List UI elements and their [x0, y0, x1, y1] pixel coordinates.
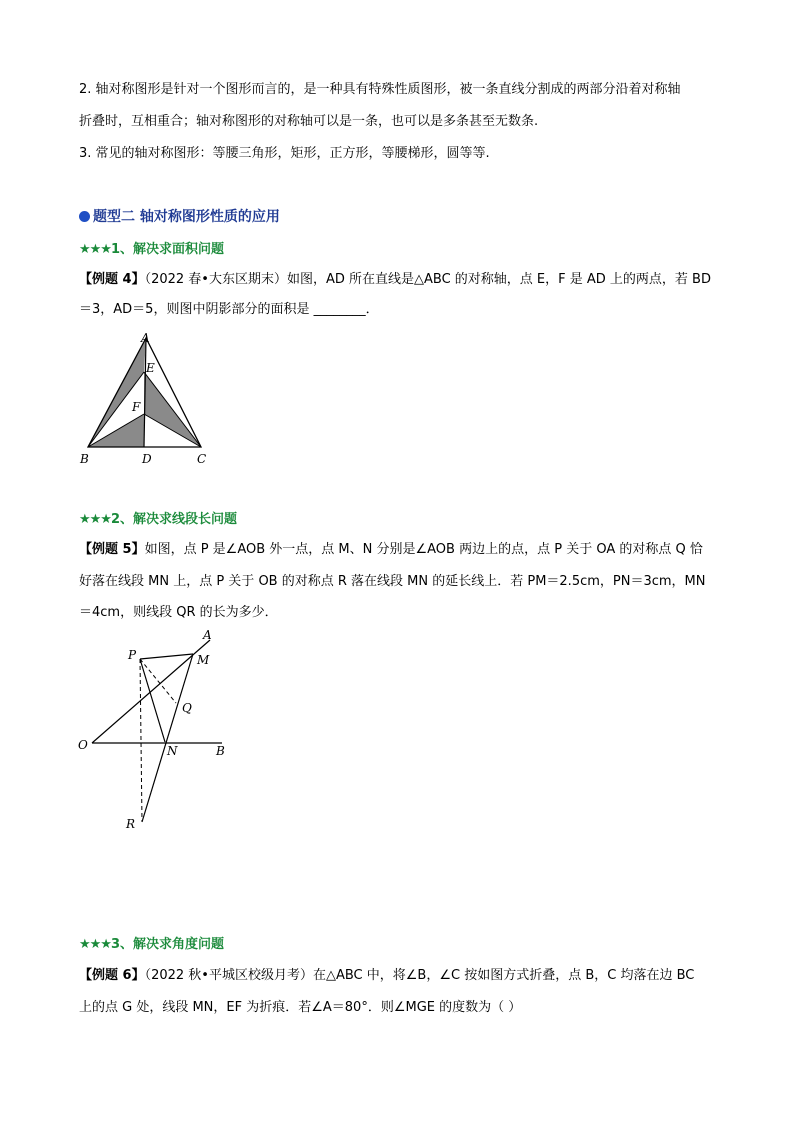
- topic-2-heading: [79, 508, 237, 527]
- example-4-tag: 【例题 4】: [79, 272, 145, 287]
- example-4-line-1: [79, 270, 711, 290]
- item-2-line-1: 2. 轴对称图形是针对一个图形而言的，是一种具有特殊性质图形，被一条直线分割成的两部分沿着对称轴: [79, 82, 681, 97]
- topic-3-heading: [79, 933, 224, 952]
- item-2-line-2: 折叠时，互相重合；轴对称图形的对称轴可以是一条，也可以是多条甚至无数条.: [79, 114, 539, 129]
- star-rating-icon: ★★★: [79, 512, 111, 527]
- label-a: A: [141, 331, 150, 345]
- segment-pr-dashed: [140, 659, 142, 822]
- segment-mr: [142, 654, 193, 822]
- example-4-text-1: （2022 春•大东区期末）如图，AD 所在直线是△ABC 的对称轴，点 E，F 是 AD 上的两点，若 BD: [144, 272, 711, 287]
- topic-2-label: 2、解决求线段长问题: [110, 512, 238, 527]
- section-heading: [79, 206, 280, 226]
- label-d: D: [142, 452, 152, 466]
- segment-pn: [140, 659, 165, 742]
- example-6-line-2: 上的点 G 处，线段 MN，EF 为折痕．若∠A＝80°．则∠MGE 的度数为（ ）: [79, 1000, 522, 1015]
- item-3: 3. 常见的轴对称图形：等腰三角形，矩形，正方形，等腰梯形，圆等等.: [79, 146, 490, 161]
- label-m: M: [197, 653, 210, 667]
- star-rating-icon: ★★★: [79, 937, 111, 952]
- label-r: R: [126, 817, 136, 831]
- topic-1-heading: [79, 238, 224, 257]
- label-q: Q: [182, 701, 192, 715]
- example-6-text-1: （2022 秋•平城区校级月考）在△ABC 中，将∠B，∠C 按如图方式折叠，点 B，C 均落在边 BC: [144, 968, 695, 983]
- label-c: C: [197, 452, 207, 466]
- star-rating-icon: ★★★: [79, 242, 111, 257]
- label-o: O: [78, 738, 88, 752]
- figure-angle-aob: [70, 625, 250, 835]
- example-6-tag: 【例题 6】: [79, 968, 145, 983]
- label-p: P: [128, 648, 137, 662]
- example-5-text-1: 如图，点 P 是∠AOB 外一点，点 M、N 分别是∠AOB 两边上的点，点 P 关于 OA 的对称点 Q 恰: [144, 542, 703, 557]
- label-f: F: [132, 400, 141, 414]
- section-title: 题型二 轴对称图形性质的应用: [93, 209, 280, 225]
- example-5-line-3: ＝4cm，则线段 QR 的长为多少．: [79, 605, 278, 620]
- example-5-tag: 【例题 5】: [79, 542, 145, 557]
- example-5-line-2: 好落在线段 MN 上，点 P 关于 OB 的对称点 R 落在线段 MN 的延长线上．若 PM＝2.5cm，PN＝3cm，MN: [79, 574, 706, 589]
- example-6-line-1: [79, 966, 694, 986]
- bullet-dot-icon: [79, 211, 90, 222]
- label-a: A: [203, 628, 212, 642]
- figure-triangle: [70, 330, 220, 470]
- label-b: B: [80, 452, 89, 466]
- topic-3-label: 3、解决求角度问题: [110, 937, 225, 952]
- topic-1-label: 1、解决求面积问题: [110, 242, 225, 257]
- example-5-line-1: [79, 540, 703, 560]
- example-4-line-2: ＝3，AD＝5，则图中阴影部分的面积是 ________．: [79, 302, 379, 317]
- label-e: E: [146, 361, 155, 375]
- segment-pm: [140, 654, 193, 659]
- label-b: B: [216, 744, 225, 758]
- label-n: N: [167, 744, 178, 758]
